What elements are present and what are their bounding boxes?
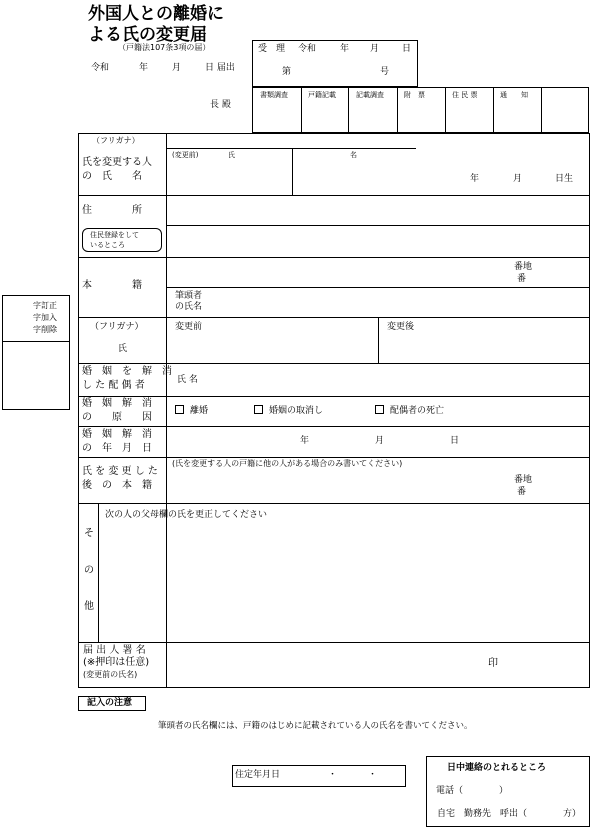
mei-label: 名: [350, 151, 357, 159]
resident-note-1: 住民登録をして: [90, 231, 139, 239]
signature-label-3: (変更前の氏名): [83, 670, 138, 679]
reason-label-2: の 原 因: [82, 412, 152, 423]
contact-phone: 電話（ ）: [436, 786, 509, 796]
after-honseki-label-2: 後 の 本 籍: [82, 480, 152, 491]
form-title: [88, 4, 224, 46]
honseki-banchi-2: 番: [517, 274, 527, 284]
reason-label: [82, 397, 152, 425]
dissolution-date-label-1: 婚 姻 解 消: [82, 429, 152, 440]
after-honseki-note: (氏を変更する人の戸籍に他の人がある場合のみ書いてください): [172, 459, 403, 468]
reason-option-death[interactable]: [375, 405, 444, 416]
correction-line1: 字訂正: [33, 301, 57, 310]
after-banchi-2: 番: [517, 487, 527, 497]
spouse-label: [82, 365, 172, 393]
correction-line2: 字加入: [33, 313, 57, 322]
fixed-date-dot1: ・: [328, 770, 338, 780]
honseki-banchi-1: 番地: [514, 262, 533, 272]
office-col-5: 住 民 票: [452, 91, 478, 99]
correction-line3: 字削除: [33, 325, 57, 334]
main-form: [78, 133, 590, 688]
reason-option-annulment-label: 婚姻の取消し: [269, 406, 324, 416]
date-reiwa: 令和: [91, 63, 110, 73]
reason-option-annulment[interactable]: [254, 405, 323, 416]
birth-month: 月: [513, 174, 523, 184]
dissolution-day: 日: [450, 436, 460, 446]
hittousha-2: の氏名: [175, 302, 203, 312]
uji-label: 氏: [228, 151, 235, 159]
hittousha-label: [175, 291, 202, 313]
office-col-6: 通 知: [500, 91, 528, 99]
other-label-3: 他: [84, 601, 94, 612]
other-label-1: そ: [84, 528, 94, 539]
spouse-label-1: 婚 姻 を 解 消: [82, 366, 172, 377]
furigana-label: （フリガナ）: [92, 136, 140, 145]
form-title-line2: よる氏の変更届: [88, 25, 207, 45]
checkbox[interactable]: [375, 405, 384, 414]
honseki-label: 本 籍: [82, 280, 142, 291]
reason-option-divorce-label: 離婚: [190, 406, 209, 416]
henkoumae-label: 変更前: [175, 322, 203, 332]
signature-label-1: 届 出 人 署 名: [83, 645, 146, 656]
signature-label: [83, 645, 149, 681]
office-col-4: 附 票: [404, 91, 425, 99]
date-day: 日: [205, 63, 215, 73]
receipt-label: 受 理: [258, 44, 286, 54]
receipt-reiwa: 令和: [298, 44, 317, 54]
seal-mark: 印: [488, 658, 498, 669]
resident-note: [90, 230, 139, 250]
birth-year: 年: [470, 174, 480, 184]
after-honseki-label: [82, 465, 158, 493]
person-name-label-1: 氏を変更する人: [82, 157, 152, 168]
checkbox[interactable]: [254, 405, 263, 414]
date-month: 月: [172, 63, 182, 73]
receipt-gou: 号: [380, 67, 390, 77]
contact-options: 自宅 勤務先 呼出（ 方）: [437, 809, 582, 819]
uji2-label: 氏: [118, 344, 128, 354]
dissolution-year: 年: [300, 436, 310, 446]
checkbox[interactable]: [175, 405, 184, 414]
hittousha-1: 筆頭者: [175, 291, 203, 301]
birth-day: 日生: [555, 174, 574, 184]
after-banchi-1: 番地: [514, 475, 533, 485]
receipt-dai: 第: [282, 67, 292, 77]
receipt-year: 年: [340, 44, 350, 54]
dissolution-date-label-2: の 年 月 日: [82, 443, 152, 454]
form-title-line1: 外国人との離婚に: [88, 4, 224, 24]
date-day-todokede: [205, 63, 235, 73]
other-text: 次の人の父母欄の氏を更正してください: [105, 510, 268, 520]
correction-labels: [33, 300, 57, 336]
receipt-day: 日: [402, 44, 412, 54]
contact-title: 日中連絡のとれるところ: [447, 763, 547, 773]
before-change-note: (変更前): [172, 151, 199, 159]
fixed-date-dot2: ・: [368, 770, 378, 780]
office-col-2: 戸籍記載: [308, 91, 336, 99]
notes-text: 筆頭者の氏名欄には、戸籍のはじめに記載されている人の氏名を書いてください。: [158, 721, 473, 731]
receipt-month: 月: [370, 44, 380, 54]
dissolution-month: 月: [375, 436, 385, 446]
reason-label-1: 婚 姻 解 消: [82, 398, 152, 409]
after-banchi: [514, 474, 532, 498]
reason-option-death-label: 配偶者の死亡: [390, 406, 445, 416]
notes-heading: 記入の注意: [87, 698, 133, 708]
honseki-banchi: [514, 261, 532, 285]
office-col-1: 書類調査: [260, 91, 288, 99]
date-todokede: 届出: [216, 63, 235, 73]
after-honseki-label-1: 氏 を 変 更 し た: [82, 466, 158, 477]
fixed-date-label: 住定年月日: [235, 770, 281, 780]
henkougo-label: 変更後: [387, 322, 415, 332]
furigana2-label: （フリガナ）: [90, 322, 144, 332]
date-year: 年: [139, 63, 149, 73]
dissolution-date-label: [82, 428, 152, 456]
resident-note-2: いるところ: [90, 241, 125, 249]
addressee-label: 長 殿: [210, 100, 231, 110]
spouse-shimei: 氏 名: [177, 375, 198, 385]
office-col-3: 記載調査: [356, 91, 384, 99]
address-label: 住 所: [82, 205, 142, 216]
person-name-label-2: の 氏 名: [82, 171, 142, 182]
spouse-label-2: し た 配 偶 者: [82, 380, 145, 391]
form-subtitle: （戸籍法107条3項の届）: [118, 43, 211, 52]
reason-option-divorce[interactable]: [175, 405, 208, 416]
other-label-2: の: [84, 565, 94, 576]
signature-label-2: (※押印は任意): [83, 657, 150, 668]
person-name-label: [82, 156, 152, 184]
